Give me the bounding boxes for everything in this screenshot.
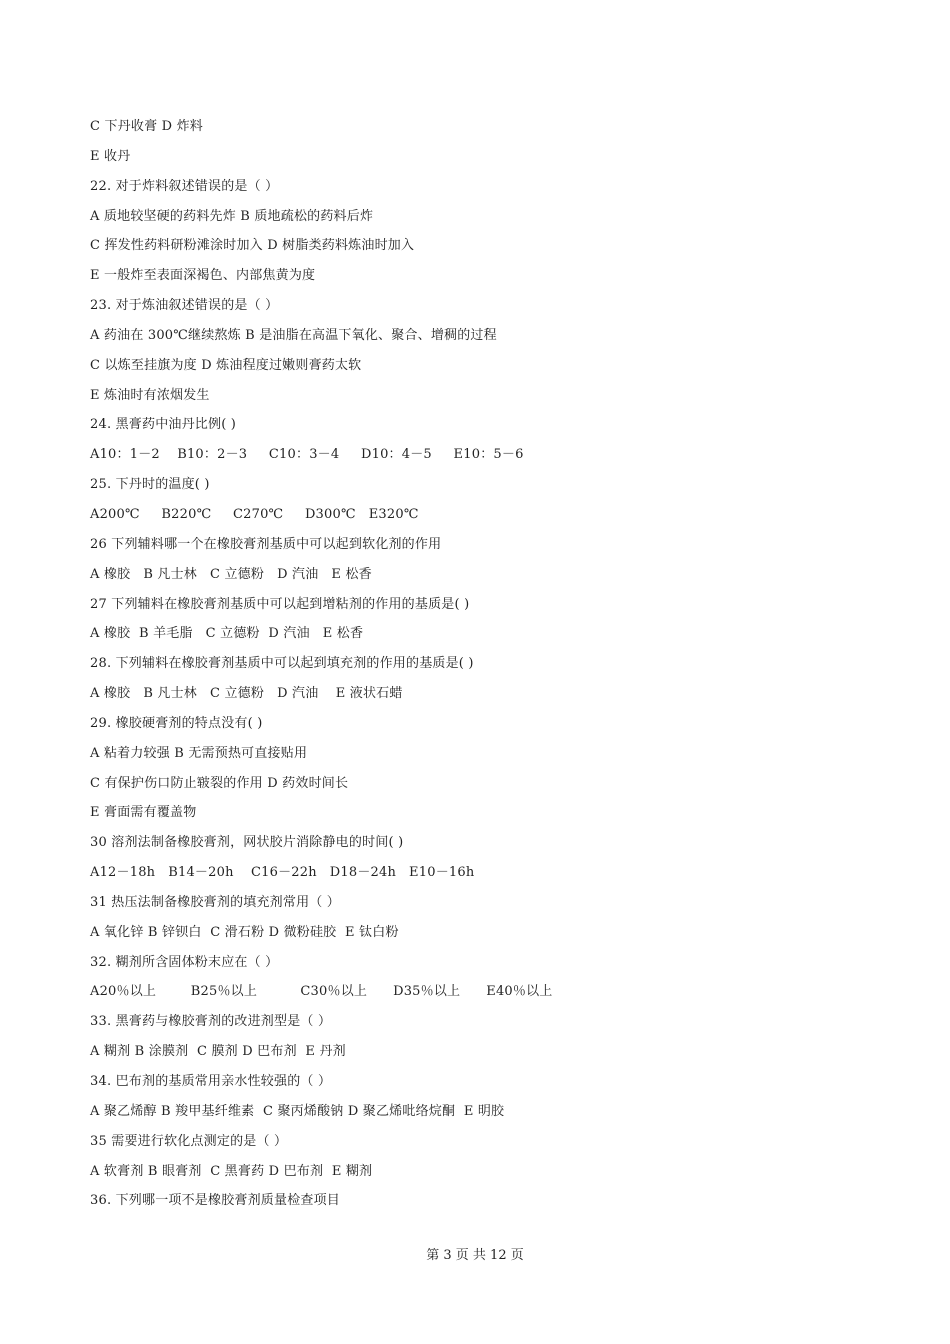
text-line: A 糊剂 B 涂膜剂 C 膜剂 D 巴布剂 E 丹剂 — [90, 1044, 346, 1060]
text-line: A 药油在 300℃继续熬炼 B 是油脂在高温下氧化、聚合、增稠的过程 — [90, 327, 497, 343]
text-line: A 氧化锌 B 锌钡白 C 滑石粉 D 微粉硅胶 E 钛白粉 — [90, 924, 399, 940]
text-line: 34. 巴布剂的基质常用亲水性较强的（ ） — [90, 1074, 332, 1089]
text-line: 23. 对于炼油叙述错误的是（ ） — [90, 298, 279, 314]
text-line: 33. 黑膏药与橡胶膏剂的改进剂型是（ ） — [90, 1014, 332, 1030]
text-line: C 下丹收膏 D 炸料 — [90, 119, 203, 134]
text-line: 31 热压法制备橡胶膏剂的填充剂常用（ ） — [90, 894, 341, 910]
text-line: 32. 糊剂所含固体粉末应在（ ） — [90, 954, 279, 970]
text-line: 26 下列辅料哪一个在橡胶膏剂基质中可以起到软化剂的作用 — [90, 536, 442, 552]
text-line: A 橡胶 B 凡士林 C 立德粉 D 汽油 E 液状石蜡 — [90, 686, 403, 702]
text-line: A20％以上 B25％以上 C30％以上 D35％以上 E40％以上 — [90, 984, 553, 1000]
text-line: A200℃ B220℃ C270℃ D300℃ E320℃ — [90, 506, 419, 522]
text-line: E 炼油时有浓烟发生 — [90, 387, 210, 403]
text-line: A 粘着力较强 B 无需预热可直接贴用 — [90, 745, 308, 761]
text-line: C 挥发性药料研粉滩涂时加入 D 树脂类药料炼油时加入 — [90, 238, 415, 254]
text-line: A 聚乙烯醇 B 羧甲基纤维素 C 聚丙烯酸钠 D 聚乙烯吡络烷酮 E 明胶 — [90, 1103, 505, 1119]
text-line: 29. 橡胶硬膏剂的特点没有( ) — [90, 715, 263, 731]
text-line: A 橡胶 B 羊毛脂 C 立德粉 D 汽油 E 松香 — [90, 626, 364, 642]
text-line: A 质地较坚硬的药料先炸 B 质地疏松的药料后炸 — [90, 208, 374, 224]
text-line: 30 溶剂法制备橡胶膏剂，网状胶片消除静电的时间( ) — [90, 835, 404, 851]
text-line: 24. 黑膏药中油丹比例( ) — [90, 417, 237, 433]
text-line: A 软膏剂 B 眼膏剂 C 黑膏药 D 巴布剂 E 糊剂 — [90, 1163, 373, 1179]
text-line: 28. 下列辅料在橡胶膏剂基质中可以起到填充剂的作用的基质是( ) — [90, 656, 474, 672]
text-line: 27 下列辅料在橡胶膏剂基质中可以起到增粘剂的作用的基质是( ) — [90, 596, 470, 612]
text-line: 22. 对于炸料叙述错误的是（ ） — [90, 178, 279, 194]
text-line: 25. 下丹时的温度( ) — [90, 477, 210, 493]
text-line: A 橡胶 B 凡士林 C 立德粉 D 汽油 E 松香 — [90, 566, 372, 582]
text-line: 35 需要进行软化点测定的是（ ） — [90, 1133, 288, 1149]
text-line: E 收丹 — [90, 148, 131, 164]
text-line: 36. 下列哪一项不是橡胶膏剂质量检查项目 — [90, 1193, 341, 1209]
page-footer: 第 3 页 共 12 页 — [426, 1248, 524, 1263]
text-line: E 膏面需有覆盖物 — [90, 805, 197, 821]
text-line: E 一般炸至表面深褐色、内部焦黄为度 — [90, 268, 316, 284]
text-line: A10：1－2 B10：2－3 C10：3－4 D10：4－5 E10：5－6 — [90, 447, 524, 463]
text-line: C 有保护伤口防止皲裂的作用 D 药效时间长 — [90, 775, 349, 791]
page-content — [90, 112, 890, 1216]
text-line: A12－18h B14－20h C16－22h D18－24h E10－16h — [90, 865, 475, 881]
text-line: C 以炼至挂旗为度 D 炼油程度过嫩则膏药太软 — [90, 357, 362, 373]
